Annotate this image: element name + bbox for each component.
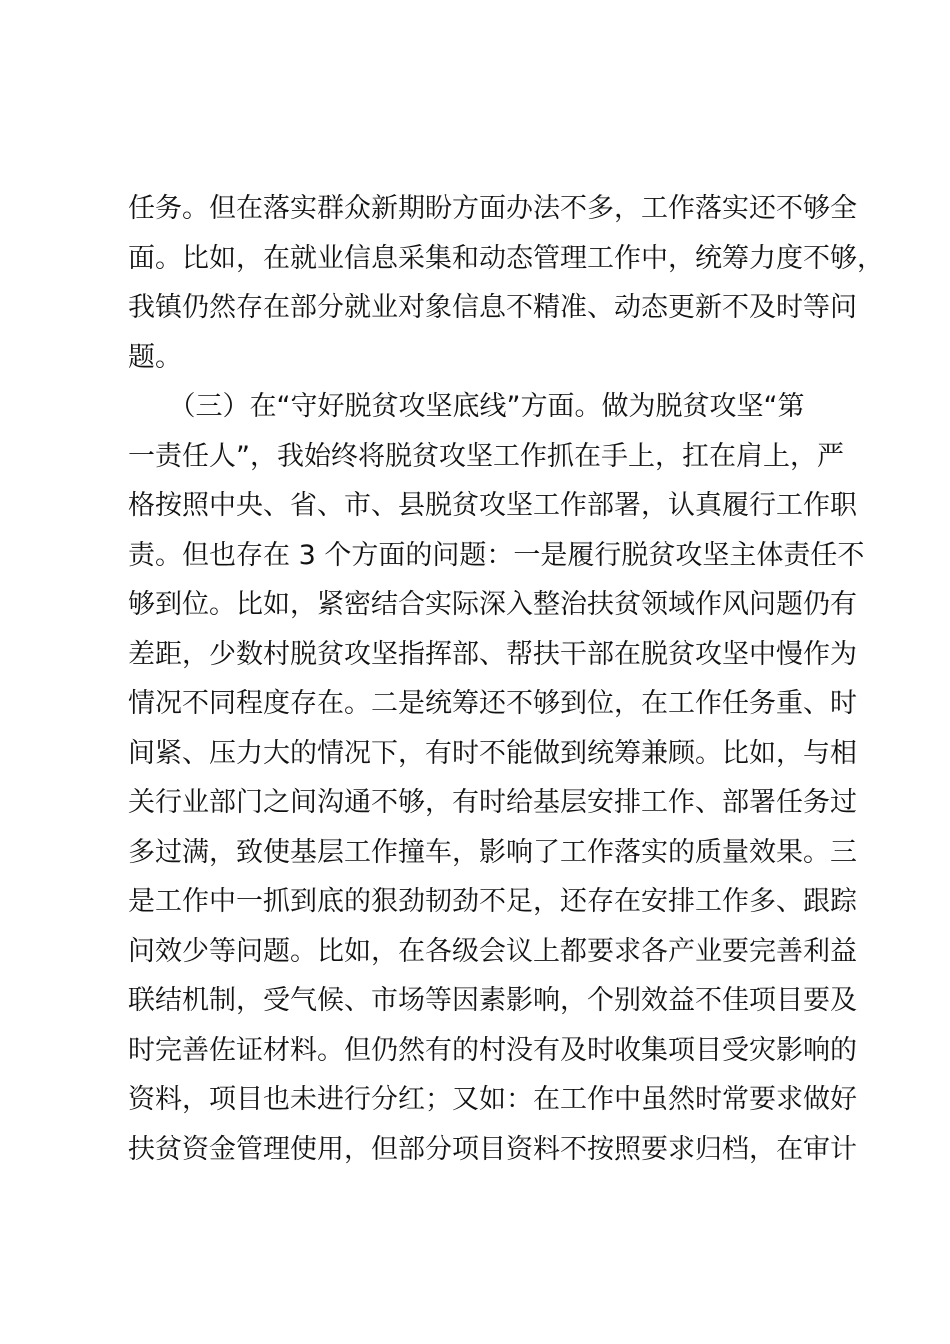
text-line: 联结机制，受气候、市场等因素影响，个别效益不佳项目要及 [128,985,857,1016]
text-line: 格按照中央、省、市、县脱贫攻坚工作部署，认真履行工作职 [128,490,857,521]
text-line: 是工作中一抓到底的狠劲韧劲不足，还存在安排工作多、跟踪 [128,886,857,917]
body-text [128,184,884,1174]
text-line: 任务。但在落实群众新期盼方面办法不多，工作落实还不够全 [128,193,857,224]
text-line: 间紧、压力大的情况下，有时不能做到统筹兼顾。比如，与相 [128,737,857,769]
text-line: 问效少等问题。比如，在各级会议上都要求各产业要完善利益 [128,935,857,967]
text-line: 差距，少数村脱贫攻坚指挥部、帮扶干部在脱贫攻坚中慢作为 [128,638,857,670]
text-line: 情况不同程度存在。二是统筹还不够到位，在工作任务重、时 [128,688,857,719]
text-line: 一责任人”，我始终将脱贫攻坚工作抓在手上，扛在肩上，严 [128,440,844,472]
text-line: 资料，项目也未进行分红；又如：在工作中虽然时常要求做好 [128,1084,857,1115]
text-line: 面。比如，在就业信息采集和动态管理工作中，统筹力度不够， [128,242,884,274]
text-line: 责。但也存在 3 个方面的问题：一是履行脱贫攻坚主体责任不 [128,539,865,571]
text-line: 扶贫资金管理使用，但部分项目资料不按照要求归档，在审计 [128,1133,857,1165]
text-line: 我镇仍然存在部分就业对象信息不精准、动态更新不及时等问 [128,292,857,323]
text-line: （三）在“守好脱贫攻坚底线”方面。做为脱贫攻坚“第 [128,391,805,422]
text-line: 题。 [128,341,182,373]
text-line: 多过满，致使基层工作撞车，影响了工作落实的质量效果。三 [128,836,857,868]
text-line: 够到位。比如，紧密结合实际深入整治扶贫领域作风问题仍有 [128,589,857,620]
text-line: 关行业部门之间沟通不够，有时给基层安排工作、部署任务过 [128,787,857,818]
text-line: 时完善佐证材料。但仍然有的村没有及时收集项目受灾影响的 [128,1034,857,1066]
